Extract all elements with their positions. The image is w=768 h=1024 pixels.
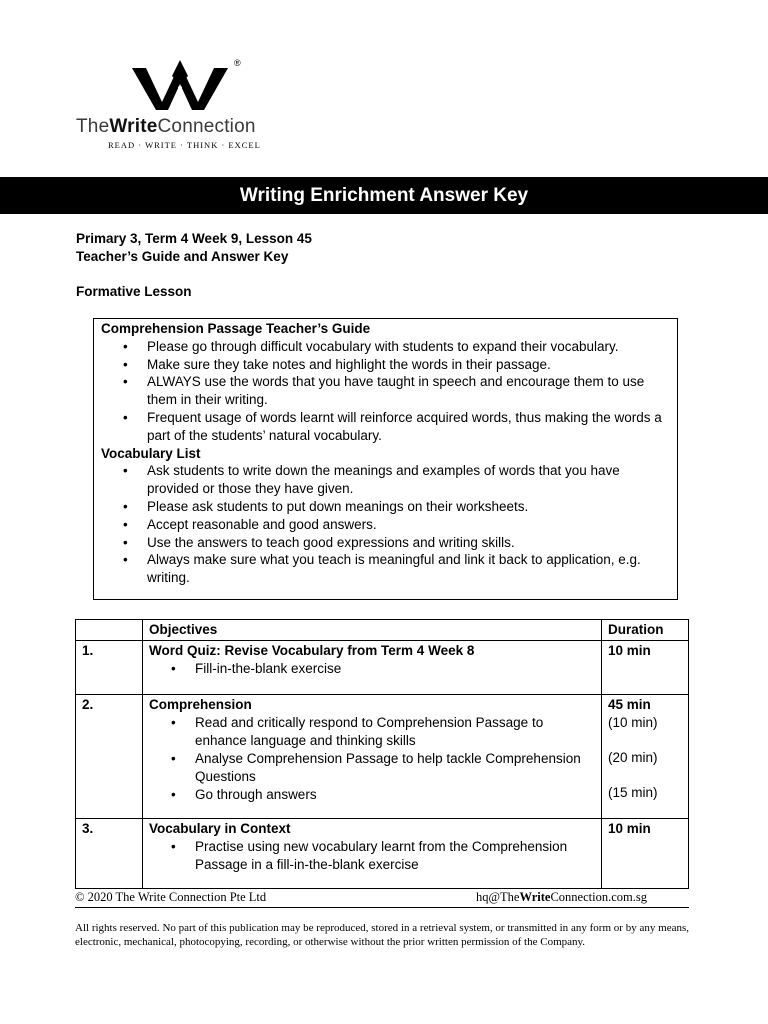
list-item: • Frequent usage of words learnt will reinforce acquired words, thus making the words a part of the students’ natural vocabulary. — [147, 409, 670, 445]
brand-tagline: READ · WRITE · THINK · EXCEL — [108, 140, 261, 150]
vocabulary-heading: Vocabulary List — [101, 445, 201, 461]
objective-title: Word Quiz: Revise Vocabulary from Term 4 Week 8 — [149, 643, 475, 658]
brand-name: TheWriteConnection — [76, 116, 256, 137]
objective-cell — [143, 819, 602, 889]
lesson-type-line: Formative Lesson — [76, 284, 192, 299]
objective-cell — [143, 695, 602, 819]
list-item: • Practise using new vocabulary learnt from the Comprehension Passage in a fill-in-the-blank exercise — [195, 838, 595, 874]
guide-bullets — [101, 338, 670, 445]
objective-cell — [143, 641, 602, 695]
footer-divider — [75, 907, 689, 908]
list-item: • Accept reasonable and good answers. — [147, 516, 670, 534]
teachers-guide-box — [93, 318, 678, 600]
duration-value: 10 min — [608, 643, 651, 658]
duration-value: 45 min — [608, 697, 651, 712]
sub-duration: (20 min) — [608, 750, 658, 765]
page-title-banner: Writing Enrichment Answer Key — [0, 177, 768, 214]
guide-heading: Comprehension Passage Teacher’s Guide — [101, 321, 371, 336]
list-item: • Make sure they take notes and highlight the words in their passage. — [147, 356, 670, 374]
row-number: 2. — [76, 695, 143, 819]
sub-duration: (10 min) — [608, 715, 658, 730]
row-number: 1. — [76, 641, 143, 695]
sub-duration: (15 min) — [608, 785, 658, 800]
guide-info-line: Teacher’s Guide and Answer Key — [76, 249, 289, 264]
header-objectives: Objectives — [143, 620, 602, 641]
table-row — [76, 695, 689, 819]
list-item: • Analyse Comprehension Passage to help tackle Comprehension Questions — [195, 750, 595, 786]
list-item: • Please ask students to put down meanings on their worksheets. — [147, 498, 670, 516]
list-item: • Read and critically respond to Comprehension Passage to enhance language and thinking skills — [195, 714, 595, 750]
objective-title: Comprehension — [149, 697, 252, 712]
pen-nib-logo-icon — [132, 58, 228, 112]
duration-cell — [602, 695, 689, 819]
list-item: • Go through answers — [195, 786, 595, 804]
lesson-info-line: Primary 3, Term 4 Week 9, Lesson 45 — [76, 231, 312, 246]
table-header-row — [76, 620, 689, 641]
header-number — [76, 620, 143, 641]
list-item: • Use the answers to teach good expressions and writing skills. — [147, 534, 670, 552]
header-duration: Duration — [602, 620, 689, 641]
table-row — [76, 641, 689, 695]
list-item: • Always make sure what you teach is meaningful and link it back to application, e.g. writing. — [147, 551, 670, 587]
list-item: • Ask students to write down the meanings and examples of words that you have provided or those they have given. — [147, 462, 670, 498]
contact-email: hq@TheWriteConnection.com.sg — [476, 890, 647, 904]
list-item: • Fill-in-the-blank exercise — [195, 660, 595, 678]
copyright-text: © 2020 The Write Connection Pte Ltd — [75, 890, 267, 904]
list-item: • ALWAYS use the words that you have taught in speech and encourage them to use them in their writing. — [147, 373, 670, 409]
row-number: 3. — [76, 819, 143, 889]
company-logo — [76, 58, 286, 154]
objective-title: Vocabulary in Context — [149, 821, 291, 836]
duration-cell — [602, 641, 689, 695]
vocabulary-bullets — [101, 462, 670, 587]
list-item: • Please go through difficult vocabulary with students to expand their vocabulary. — [147, 338, 670, 356]
duration-value: 10 min — [608, 821, 651, 836]
table-row — [76, 819, 689, 889]
registered-mark: ® — [234, 58, 241, 68]
objectives-table — [75, 619, 689, 889]
duration-cell — [602, 819, 689, 889]
rights-notice: All rights reserved. No part of this publication may be reproduced, stored in a retrieval system, or transmitted in any form or by any means, electronic, mechanical, photocopying, recording, or otherwise without the prior written permission of the Company. — [75, 922, 689, 948]
